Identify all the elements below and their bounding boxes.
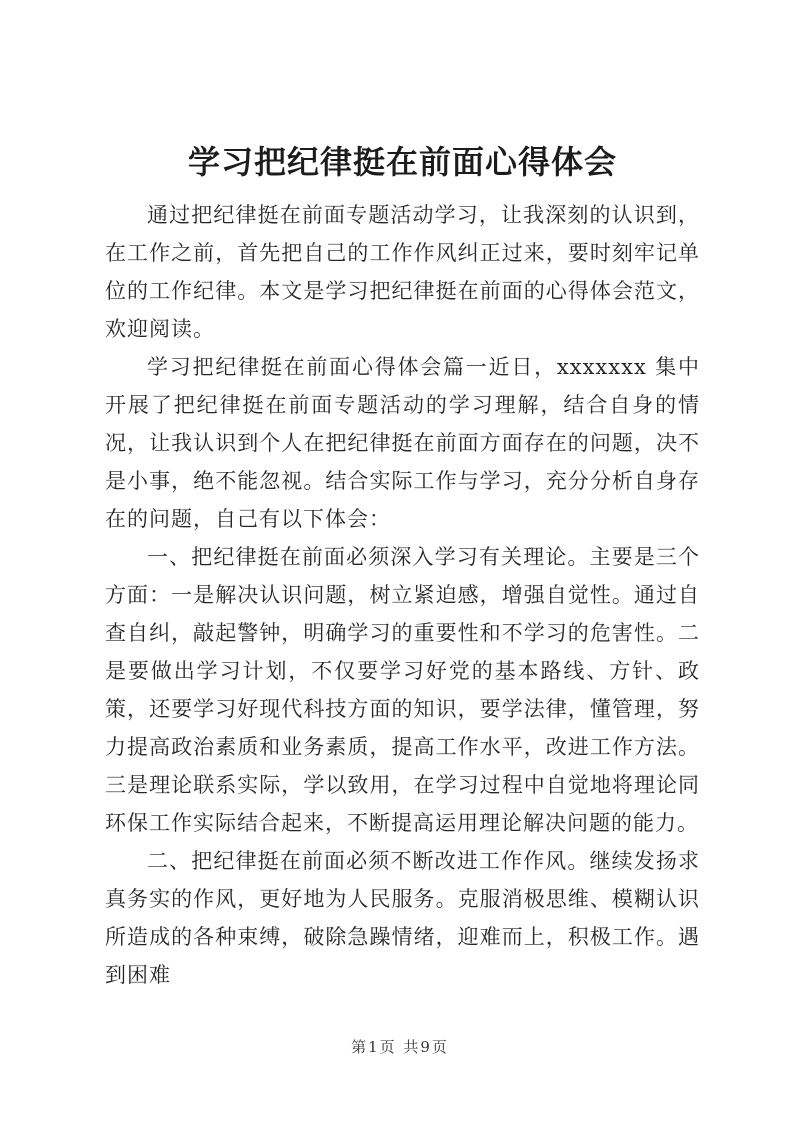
page-footer [0, 1036, 800, 1058]
paragraph-point-one: 一、把纪律挺在前面必须深入学习有关理论。主要是三个方面：一是解决认识问题，树立紧迫感，增强自觉性。通过自查自纠，敲起警钟，明确学习的重要性和不学习的危害性。二是要做出学习计划，不仅要学习好党的基本路线、方针、政策，还要学习好现代科技方面的知识，要学法律，懂管理，努力提高政治素质和业务素质，提高工作水平，改进工作方法。三是理论联系实际，学以致用，在学习过程中自觉地将理论同环保工作实际结合起来，不断提高运用理论解决问题的能力。 [105, 545, 700, 835]
paragraph-overview: 学习把纪律挺在前面心得体会篇一近日，xxxxxxx 集中开展了把纪律挺在前面专题活动的学习理解，结合自身的情况，让我认识到个人在把纪律挺在前面方面存在的问题，决不是小事，绝不能忽视。结合实际工作与学习，充分分析自身存在的问题，自己有以下体会： [105, 355, 700, 531]
paragraph-point-two: 二、把纪律挺在前面必须不断改进工作作风。继续发扬求真务实的作风，更好地为人民服务。克服消极思维、模糊认识所造成的各种束缚，破除急躁情绪，迎难而上，积极工作。遇到困难 [105, 849, 700, 987]
page-number-label: 第1页 共9页 [351, 1038, 449, 1056]
document-title: 学习把纪律挺在前面心得体会 [187, 143, 617, 181]
paragraph-intro: 通过把纪律挺在前面专题活动学习，让我深刻的认识到，在工作之前，首先把自己的工作作风纠正过来，要时刻牢记单位的工作纪律。本文是学习把纪律挺在前面的心得体会范文，欢迎阅读。 [105, 203, 700, 341]
document-body [105, 196, 700, 994]
